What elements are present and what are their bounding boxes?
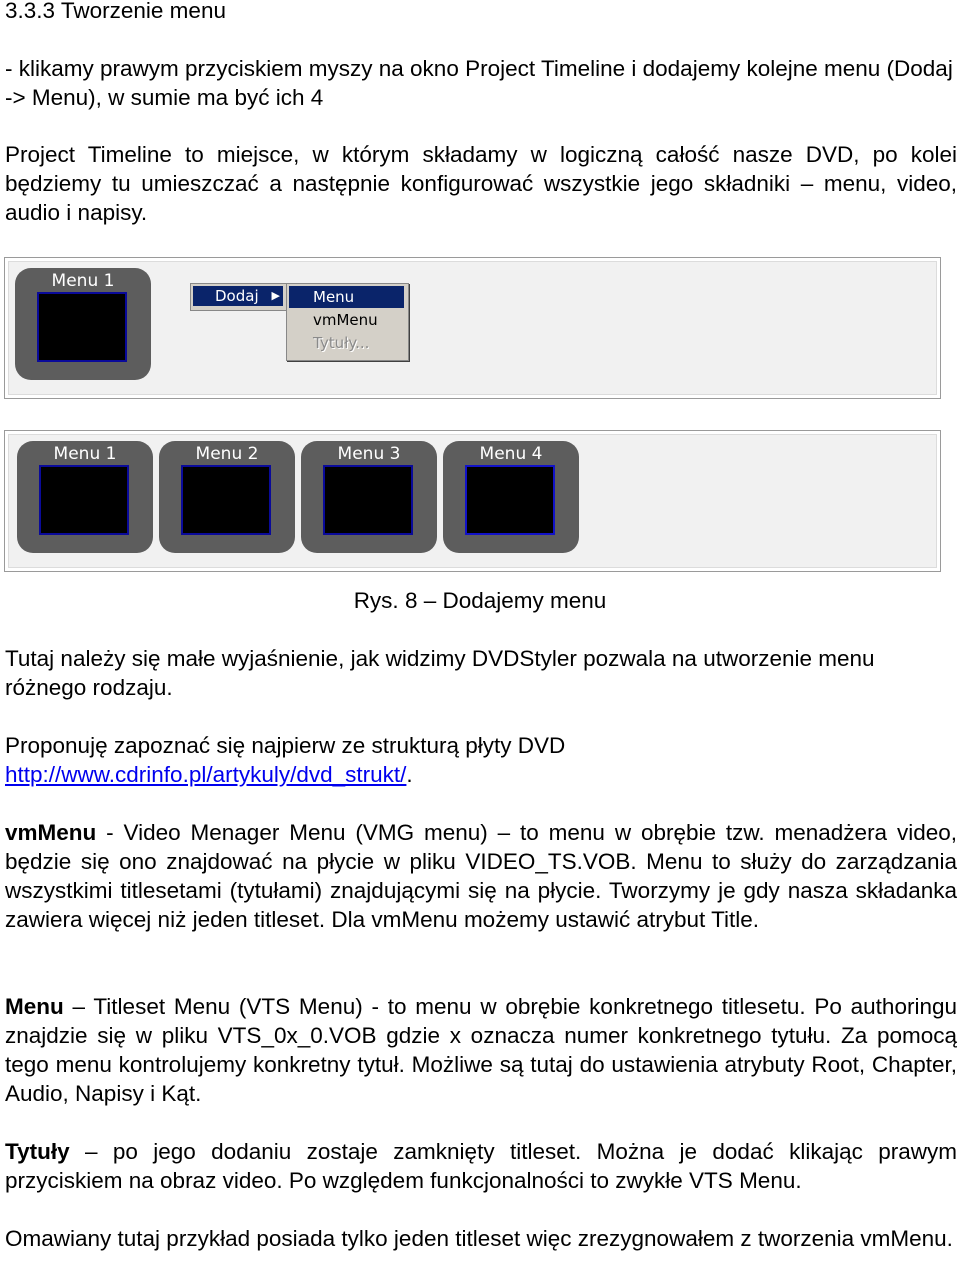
dvd-structure-link[interactable]: http://www.cdrinfo.pl/artykuly/dvd_strukt/ xyxy=(5,762,407,787)
term-menu: Menu xyxy=(5,994,64,1019)
menu-thumbnail-label: Menu 1 xyxy=(53,444,117,464)
paragraph-project-timeline: Project Timeline to miejsce, w którym składamy w logiczną całość nasze DVD, po kolei będziemy tu umieszczać a następnie konfigurować wszystkie jego składniki – menu, video, audio i napisy. xyxy=(5,142,957,225)
paragraph-menu xyxy=(5,992,957,1108)
menu-thumbnail-3[interactable] xyxy=(301,441,437,553)
menu-thumbnail-label: Menu 3 xyxy=(337,444,401,464)
paragraph-vmmenu xyxy=(5,818,957,934)
submenu xyxy=(286,283,409,361)
submenu-arrow-icon: ▶ xyxy=(271,289,280,302)
menu-thumbnail-label: Menu 2 xyxy=(195,444,259,464)
dvd-structure-text: Proponuję zapoznać się najpierw ze strukturą płyty DVD xyxy=(5,733,566,758)
paragraph-explanation: Tutaj należy się małe wyjaśnienie, jak widzimy DVDStyler pozwala na utworzenie menu różnego rodzaju. xyxy=(5,646,875,700)
submenu-item-menu[interactable]: Menu xyxy=(289,286,404,308)
menu-item-dodaj[interactable] xyxy=(193,286,283,306)
context-menu xyxy=(190,283,288,311)
menu-thumbnail-1[interactable] xyxy=(17,441,153,553)
menu-item-dodaj-label: Dodaj xyxy=(215,287,259,305)
menu-preview-screen xyxy=(323,465,413,535)
menu-thumbnail-2[interactable] xyxy=(159,441,295,553)
figure-caption: Rys. 8 – Dodajemy menu xyxy=(353,588,607,613)
paragraph-summary: Omawiany tutaj przykład posiada tylko jeden titleset więc zrezygnowałem z tworzenia vmMenu. xyxy=(5,1226,953,1251)
link-period: . xyxy=(406,762,413,787)
paragraph-dvd-structure xyxy=(5,731,957,789)
menu-thumbnail-label: Menu 1 xyxy=(51,271,115,291)
term-vmmenu: vmMenu xyxy=(5,820,97,845)
menu-preview-screen xyxy=(465,465,555,535)
submenu-item-tytuly: Tytuły... xyxy=(313,334,370,352)
vmmenu-description: - Video Menager Menu (VMG menu) – to menu w obrębie tzw. menadżera video, będzie się ono znajdować na płycie w pliku VIDEO_TS.VOB. Menu to służy do zarządzania wszystkimi titlesetami (tytułami) znajdującymi się na płycie. Tworzymy je gdy nasza składanka zawiera więcej niż jeden titleset. Dla vmMenu możemy ustawić atrybut Title. xyxy=(5,820,957,932)
menu-thumbnail[interactable] xyxy=(15,268,151,380)
submenu-item-vmmenu[interactable]: vmMenu xyxy=(313,311,378,329)
paragraph-instruction: - klikamy prawym przyciskiem myszy na okno Project Timeline i dodajemy kolejne menu (Dodaj -> Menu), w sumie ma być ich 4 xyxy=(5,56,953,110)
menu-preview-screen xyxy=(39,465,129,535)
menu-description: – Titleset Menu (VTS Menu) - to menu w obrębie konkretnego titlesetu. Po authoringu znajdzie się w pliku VTS_0x_0.VOB gdzie x oznacza numer konkretnego tytułu. Za pomocą tego menu kontrolujemy konkretny tytuł. Możliwe są tutaj do ustawienia atrybuty Root, Chapter, Audio, Napisy i Kąt. xyxy=(5,994,957,1106)
section-heading: 3.3.3 Tworzenie menu xyxy=(5,0,226,23)
menu-preview-screen xyxy=(181,465,271,535)
menu-preview-screen xyxy=(37,292,127,362)
paragraph-tytuly xyxy=(5,1137,957,1195)
tytuly-description: – po jego dodaniu zostaje zamknięty titleset. Można je dodać klikając prawym przyciskiem na obraz video. Po względem funkcjonalności to zwykłe VTS Menu. xyxy=(5,1139,957,1193)
term-tytuly: Tytuły xyxy=(5,1139,70,1164)
menu-thumbnail-label: Menu 4 xyxy=(479,444,543,464)
menu-thumbnail-4[interactable] xyxy=(443,441,579,553)
